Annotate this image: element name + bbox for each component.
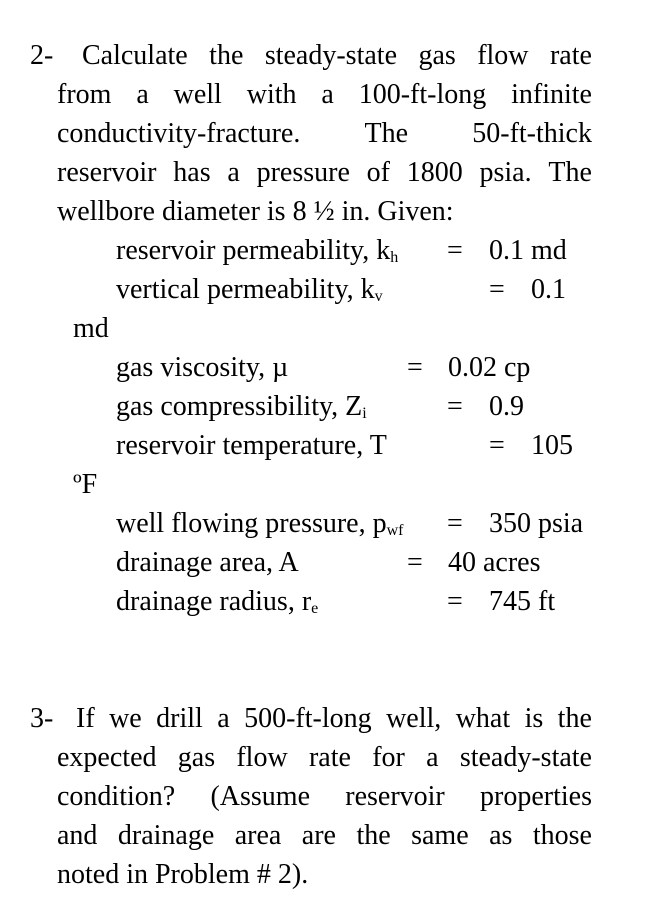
given-z-value: 0.9 xyxy=(489,391,524,422)
given-mu-equals: = xyxy=(407,352,423,383)
given-pwf-equals: = xyxy=(447,508,463,539)
given-re-value: 745 ft xyxy=(489,586,556,617)
given-kv-value: 0.1 xyxy=(531,274,566,305)
given-kv-unit: md xyxy=(73,313,109,344)
given-kv-label: vertical permeability, $k_v$ xyxy=(116,274,383,305)
given-t-value: 105 xyxy=(531,430,573,461)
given-a-equals: = xyxy=(407,547,423,578)
problem-2-line-4: reservoir has a pressure of 1800 psia. The xyxy=(57,157,592,188)
problem-3-line-1: If we drill a 500-ft-long well, what is the xyxy=(76,703,592,734)
given-a-label: drainage area, A xyxy=(116,547,299,578)
given-t-label: reservoir temperature, T xyxy=(116,430,387,461)
problem-3-line-2: expected gas flow rate for a steady-state xyxy=(57,742,592,773)
given-z-label: gas compressibility, $Z_i$ xyxy=(116,391,367,422)
problem-3-line-5: noted in Problem # 2). xyxy=(57,859,309,890)
given-t-unit: ºF xyxy=(73,469,98,500)
given-t-equals: = xyxy=(489,430,505,461)
problem-2-line-1: Calculate the steady-state gas flow rate xyxy=(82,40,592,71)
given-a-value: 40 acres xyxy=(448,547,541,578)
problem-2-line-2: from a well with a 100-ft-long infinite xyxy=(57,79,592,110)
given-mu-value: 0.02 cp xyxy=(448,352,531,383)
given-re-label: drainage radius, $r_e$ xyxy=(116,586,319,617)
problem-3-line-4: and drainage area are the same as those xyxy=(57,820,592,851)
given-z-equals: = xyxy=(447,391,463,422)
given-kv-equals: = xyxy=(489,274,505,305)
problem-2-line-3: conductivity-fracture. The 50-ft-thick xyxy=(57,118,592,149)
problem-3-line-3: condition? (Assume reservoir properties xyxy=(57,781,592,812)
problem-2-number: 2- xyxy=(30,40,54,71)
given-pwf-label: well flowing pressure, $p_{wf}$ xyxy=(116,508,404,539)
given-pwf-value: 350 psia xyxy=(489,508,584,539)
given-kh-label: reservoir permeability, $k_h$ xyxy=(116,235,399,266)
problem-2-line-5: wellbore diameter is 8 ½ in. Given: xyxy=(57,196,454,227)
given-kh-value: 0.1 md xyxy=(489,235,567,266)
problem-3-number: 3- xyxy=(30,703,54,734)
given-re-equals: = xyxy=(447,586,463,617)
given-kh-equals: = xyxy=(447,235,463,266)
given-mu-label: gas viscosity, µ xyxy=(116,352,289,383)
